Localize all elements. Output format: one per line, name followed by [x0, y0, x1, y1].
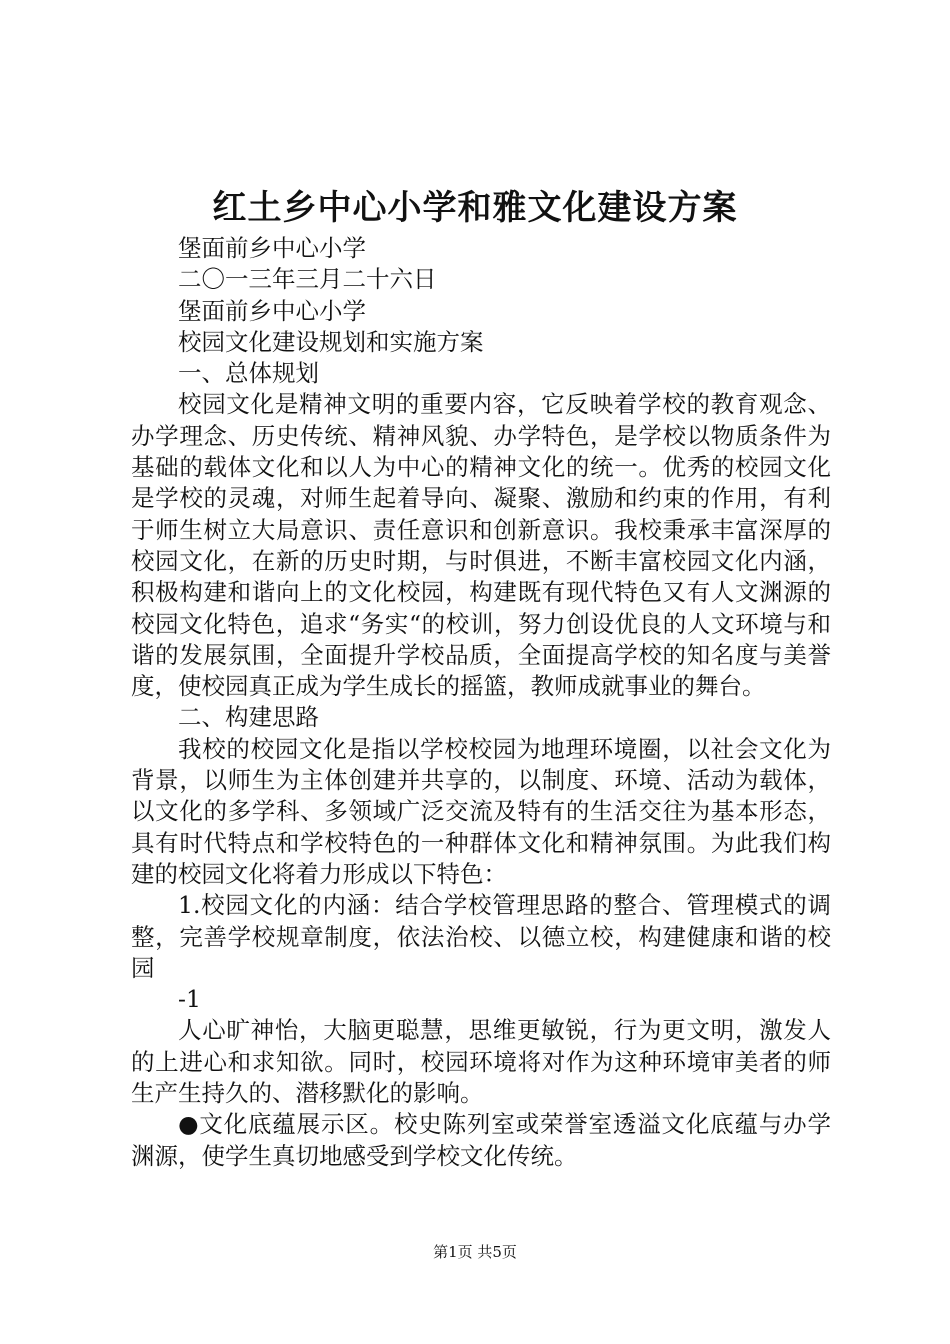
paragraph-environment-effect: 人心旷神怡，大脑更聪慧，思维更敏锐，行为更文明，激发人的上进心和求知欲。同时，校园环境将对作为这种环境审美者的师生产生持久的、潜移默化的影响。	[131, 1016, 831, 1108]
page-footer: 第1页 共5页	[433, 1243, 517, 1261]
document-date: 二〇一三年三月二十六日	[178, 265, 437, 294]
page-marker: -1	[178, 985, 201, 1014]
paragraph-overall-plan: 校园文化是精神文明的重要内容，它反映着学校的教育观念、办学理念、历史传统、精神风貌、办学特色，是学校以物质条件为基础的载体文化和以人为中心的精神文化的统一。优秀的校园文化是学校的灵魂，对师生起着导向、凝聚、激励和约束的作用，有利于师生树立大局意识、责任意识和创新意识。我校秉承丰富深厚的校园文化，在新的历史时期，与时俱进，不断丰富校园文化内涵，积极构建和谐向上的文化校园，构建既有现代特色又有人文渊源的校园文化特色，追求“务实“的校训，努力创设优良的人文环境与和谐的发展氛围，全面提升学校品质，全面提高学校的知名度与美誉度，使校园真正成为学生成长的摇篮，教师成就事业的舞台。	[131, 390, 831, 701]
document-body	[131, 233, 831, 1172]
paragraph-construction-ideas: 我校的校园文化是指以学校校园为地理环境圈，以社会文化为背景，以师生为主体创建并共享的，以制度、环境、活动为载体，以文化的多学科、多领域广泛交流及特有的生活交往为基本形态，具有时代特点和学校特色的一种群体文化和精神氛围。为此我们构建的校园文化将着力形成以下特色：	[131, 734, 831, 888]
school-name: 堡面前乡中心小学	[178, 234, 366, 262]
school-name-repeat: 堡面前乡中心小学	[178, 296, 366, 325]
paragraph-culture-display-area: ●文化底蕴展示区。校史陈列室或荣誉室透溢文化底蕴与办学渊源，使学生真切地感受到学校文化传统。	[131, 1110, 831, 1170]
document-title: 红土乡中心小学和雅文化建设方案	[212, 188, 738, 228]
plan-subtitle: 校园文化建设规划和实施方案	[178, 327, 484, 356]
section-heading-construction-ideas: 二、构建思路	[178, 703, 319, 732]
section-heading-overall-plan: 一、总体规划	[178, 359, 319, 388]
paragraph-culture-connotation: 1.校园文化的内涵：结合学校管理思路的整合、管理模式的调整，完善学校规章制度，依法治校、以德立校，构建健康和谐的校园	[131, 891, 831, 982]
